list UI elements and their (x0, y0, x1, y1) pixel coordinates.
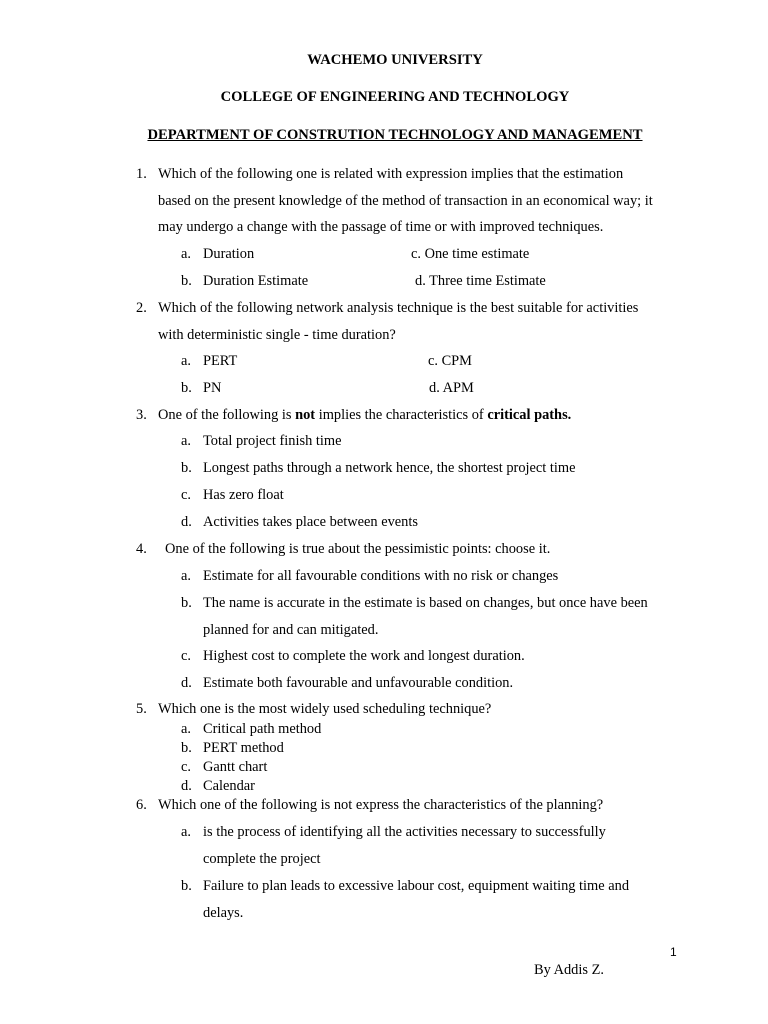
q3-option-c-letter: c. (181, 487, 191, 503)
question-6-text: Which one of the following is not express the characteristics of the planning? (158, 797, 604, 813)
question-6-number: 6. (136, 797, 147, 813)
q5-option-a-text: Critical path method (203, 721, 322, 737)
q2-option-b-letter: b. (181, 380, 192, 396)
q5-option-b-text: PERT method (203, 740, 284, 756)
q6-option-b-letter: b. (181, 878, 192, 894)
q3-option-d-letter: d. (181, 514, 192, 530)
q4-option-b-text-line-2: planned for and can mitigated. (203, 622, 379, 638)
q3-option-c-text: Has zero float (203, 487, 284, 503)
author-credit: By Addis Z. (534, 962, 604, 978)
question-1-text-line-2: based on the present knowledge of the method of transaction in an economical way; it (158, 193, 653, 209)
q1-option-a-letter: a. (181, 246, 191, 262)
q6-option-b-text-line-1: Failure to plan leads to excessive labour cost, equipment waiting time and (203, 878, 630, 894)
q4-option-a-text: Estimate for all favourable conditions with no risk or changes (203, 568, 559, 584)
question-2-text-line-1: Which of the following network analysis technique is the best suitable for activities (158, 300, 639, 316)
question-2-text-line-2: with deterministic single - time duration? (158, 327, 396, 343)
q6-option-b-text-line-2: delays. (203, 905, 244, 921)
department-title: DEPARTMENT OF CONSTRUTION TECHNOLOGY AND MANAGEMENT (147, 127, 643, 143)
q5-option-a-letter: a. (181, 721, 191, 737)
q5-option-b-letter: b. (181, 740, 192, 756)
q3-option-b-letter: b. (181, 460, 192, 476)
q3-option-a-letter: a. (181, 433, 191, 449)
university-title: WACHEMO UNIVERSITY (307, 52, 483, 68)
q2-option-a-text: PERT (203, 353, 238, 369)
q6-option-a-text-line-1: is the process of identifying all the activities necessary to successfully (203, 824, 606, 840)
q1-option-b-letter: b. (181, 273, 192, 289)
q1-option-a-text: Duration (203, 246, 255, 262)
question-4-text: One of the following is true about the pessimistic points: choose it. (165, 541, 551, 557)
q4-option-a-letter: a. (181, 568, 191, 584)
question-1-text-line-1: Which of the following one is related with expression implies that the estimation (158, 166, 624, 182)
page-number: 1 (670, 945, 677, 959)
question-3-number: 3. (136, 407, 147, 423)
college-title: COLLEGE OF ENGINEERING AND TECHNOLOGY (220, 89, 570, 105)
question-3-text: One of the following is not implies the characteristics of critical paths. (158, 407, 572, 423)
q5-option-d-text: Calendar (203, 778, 255, 794)
q4-option-d-letter: d. (181, 675, 192, 691)
q4-option-b-text-line-1: The name is accurate in the estimate is based on changes, but once have been (203, 595, 648, 611)
question-1-number: 1. (136, 166, 147, 182)
q3-option-b-text: Longest paths through a network hence, the shortest project time (203, 460, 576, 476)
question-1-text-line-3: may undergo a change with the passage of time or with improved techniques. (158, 219, 604, 235)
question-5-number: 5. (136, 701, 147, 717)
q2-option-d-text: d. APM (429, 380, 474, 396)
q2-option-a-letter: a. (181, 353, 191, 369)
q3-option-a-text: Total project finish time (203, 433, 342, 449)
question-5-text: Which one is the most widely used scheduling technique? (158, 701, 492, 717)
question-4-number: 4. (136, 541, 147, 557)
q1-option-b-text: Duration Estimate (203, 273, 309, 289)
q1-option-c-text: c. One time estimate (411, 246, 530, 262)
q5-option-c-letter: c. (181, 759, 191, 775)
q6-option-a-letter: a. (181, 824, 191, 840)
question-2-number: 2. (136, 300, 147, 316)
q4-option-c-text: Highest cost to complete the work and longest duration. (203, 648, 525, 664)
q2-option-c-text: c. CPM (428, 353, 472, 369)
q4-option-c-letter: c. (181, 648, 191, 664)
q4-option-d-text: Estimate both favourable and unfavourable condition. (203, 675, 514, 691)
q4-option-b-letter: b. (181, 595, 192, 611)
q1-option-d-text: d. Three time Estimate (415, 273, 546, 289)
q5-option-c-text: Gantt chart (203, 759, 268, 775)
q3-option-d-text: Activities takes place between events (203, 514, 418, 530)
q6-option-a-text-line-2: complete the project (203, 851, 321, 867)
q5-option-d-letter: d. (181, 778, 192, 794)
q2-option-b-text: PN (203, 380, 222, 396)
